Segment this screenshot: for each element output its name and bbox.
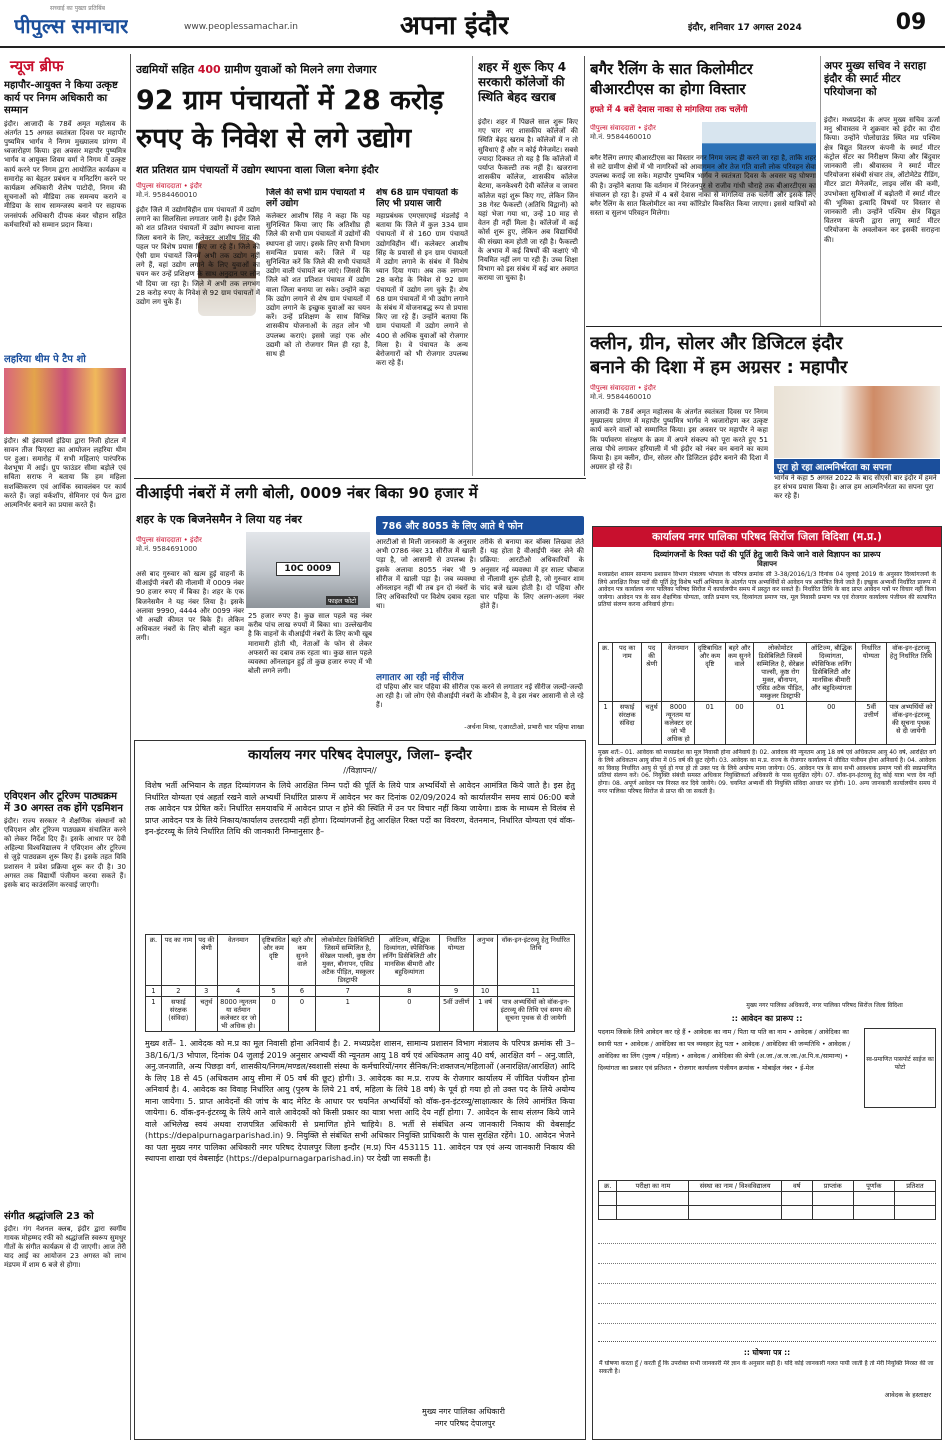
col-header: ऑटिज्म, बौद्धिक दिव्यांगता, स्पेसिफिक लर्निंग डिसेबिलिटी और मानसिक बीमारी और बहुदिव्यांगता xyxy=(807,643,856,702)
depalpur-table xyxy=(145,934,575,1032)
auction-col1: असे बाद गुरुवार को खत्म हुई वाहनों के वीआईपी नंबरों की नीलामी में 0009 नंबर 90 हजार रुपए में बिका है। शहर के एक बिजनेसमैन ने यह नंबर लिया है। इसके अलावा 9990, 4444 और 0099 नंबर भी अच्छी कीमत पर बिके हैं। लेकिन अधिकतर नंबरों के लिए बोली बहुत कम लगी। xyxy=(136,570,244,643)
brief-item-2-title: लहरिया थीम पे टैप शो xyxy=(4,353,86,365)
table-row xyxy=(146,997,575,1032)
depalpur-header-row xyxy=(146,935,575,986)
table-cell: 00 xyxy=(807,702,856,745)
col-header: दृष्टिबाधित और कम दृष्टि xyxy=(694,643,725,702)
sironj-header-row xyxy=(599,643,936,702)
sironj-table xyxy=(598,642,936,745)
form-lines xyxy=(598,1224,936,1342)
declaration-sign: आवेदक के हस्ताक्षर xyxy=(884,1391,931,1399)
brts-reporter: पीपुल्स संवाददाता • इंदौर xyxy=(590,124,656,132)
auction-mobile: मो.नं. 9584691000 xyxy=(136,545,198,553)
lead-kicker-post: ग्रामीण युवाओं को मिलने लगा रोजगार xyxy=(224,63,377,76)
lead-headline-1: 92 ग्राम पंचायतों में 28 करोड़ xyxy=(136,85,444,116)
table-cell: 8000 न्यूनतम या कलेक्टर दर जो भी अधिक हो xyxy=(662,702,695,745)
divider xyxy=(584,56,585,476)
table-cell: 8000 न्यूनतम या वर्तमान कलेक्टर दर जो भी अधिक हो। xyxy=(217,997,259,1032)
table-cell: 5वीं उत्तीर्ण xyxy=(856,702,887,745)
lead-kicker-num: 400 xyxy=(197,63,221,76)
lead-col2-text: कलेक्टर आशीष सिंह ने कहा कि यह सुनिश्चित किया जाए कि अतिशीघ्र ही जिले की सभी ग्राम पंचायतों में उद्योगों की स्थापना हो जाए। इसके लिए सभी विभाग समन्वित प्रयास करें। जिले में यह सुनिश्चित करें कि जिले की सभी पंचायतें उद्योग वाली पंचायतें बन जाएं। जिससे कि जिले को शत प्रतिशत पंचायत में उद्योग वाला जिला बनाया जा सके। उन्होंने कहा कि उद्योग लगाने से शेष ग्राम पंचायतों में उद्योग लगाने के इच्छुक युवाओं का चयन करें। उन्हें प्रशिक्षण के साथ विभिन्न शासकीय योजनाओं के तहत लोन भी उपलब्ध कराएं। इससे जहां एक ओर उद्यमी को तो रोजगार मिल ही रहा है, साथ ही xyxy=(266,212,370,359)
table-cell: 01 xyxy=(694,702,725,745)
depalpur-intro: विशेष भर्ती अभियान के तहत दिव्यांगजन के लिये आरक्षित निम्न पदों की पूर्ति के लिये पात्र अभ्यर्थियों से आवेदन आमंत्रित किये जाते है। इस हेतु निर्धारित योग्यता एवं अहर्ता रखने वाले अभ्यर्थी निर्धारित प्रारूप में आवेदन भर कर दिनांक 02/09/2024 को कार्यालयीन समय सायं 06:00 बजे तक आवेदन पत्र प्रेषित करें। निर्धारित समयावधि में आवेदन प्राप्त न होने की स्थिति में उन पर विचार नहीं किया जायेगा। डाक के माध्यम से विलंब से प्राप्त आवेदन पत्र के लिये निकाय/कार्यालय उत्तरदायी नहीं होगा। दिव्यांगजनों हेतु आरक्षित रिक्त पदों का विवरण, वेतनमान, निर्धारित योग्यता एवं वॉक-इन-इंटरव्यू के लिये निर्धारित तिथि की जानकारी निम्नानुसार है– xyxy=(145,781,575,836)
divider xyxy=(820,56,821,326)
col-header: पद की श्रेणी xyxy=(195,935,217,986)
table-cell: 8 xyxy=(380,986,440,997)
table-cell: 10 xyxy=(473,986,497,997)
sironj-title: कार्यालय नगर पालिका परिषद सिरोंज जिला विदिशा (म.प्र.) xyxy=(593,527,941,547)
brief-item-3-text: इंदौर। राज्य सरकार ने शैक्षणिक संस्थानों को एविएशन और टूरिज्म पाठ्यक्रम संचालित करने को लेकर निर्देश दिए हैं। इसके आधार पर देवी अहिल्या विश्वविद्यालय ने एविएशन और टूरिज्म से जुड़े पाठ्यक्रम शुरू किए हैं। इसके तहत विवि प्रशासन ने प्रवेश प्रक्रिया शुरू कर दी है। 30 अगस्त तक विद्यार्थी पंजीयन करवा सकते हैं। इसके बाद काउंसलिंग करवाई जाएगी। xyxy=(4,816,126,889)
col-header: लोकोमोटर डिसेबिलिटी जिसमें सम्मिलित है, सेरेब्रल पाल्सी, कुष्ठ रोग मुक्त, बौनापन, एसिड अटैक पीड़ित, मस्कुलर डिस्ट्राफी xyxy=(316,935,380,986)
smart-meter-headline: अपर मुख्य सचिव ने सराहा इंदौर की स्मार्ट मीटर परियोजना को xyxy=(824,60,926,98)
col-header: वेतनमान xyxy=(217,935,259,986)
car-photo xyxy=(246,532,370,608)
table-row xyxy=(599,1192,936,1206)
table-cell: 11 xyxy=(497,986,574,997)
col-header: निर्धारित योग्यता xyxy=(439,935,473,986)
form-title: :: आवेदन का प्रारूप :: xyxy=(731,1014,803,1023)
table-cell: चतुर्थ xyxy=(195,997,217,1032)
table-cell: सफाई संरक्षक (संविदा) xyxy=(161,997,195,1032)
col-header: दृष्टिबाधित और कम दृष्टि xyxy=(259,935,288,986)
clean-byline xyxy=(590,384,760,402)
brief-item-4-title: संगीत श्रद्धांजलि 23 को xyxy=(4,1210,94,1222)
declaration-title: :: घोषणा पत्र :: xyxy=(743,1348,791,1357)
col-header: अनुभव xyxy=(473,935,497,986)
col-header: परीक्षा का नाम xyxy=(617,1181,689,1192)
divider xyxy=(134,478,586,479)
col-header: क्र. xyxy=(146,935,162,986)
sironj-notes: मुख्य शर्तें:– 01. आवेदक को मध्यप्रदेश का मूल निवासी होना अनिवार्य है। 02. आवेदक की न्यूनतम आयु 18 वर्ष एवं अधिकतम आयु 40 वर्ष, आरक्षित वर्ग के लिये अधिकतम आयु सीमा में 05 वर्ष की छूट रहेगी। 03. आवेदक का म.प्र. राज्य के रोजगार कार्यालय में जीवित पंजीयन होना अनिवार्य है। 04. आवेदक का विवाह निर्धारित आयु से पूर्व हो गया हो तो उक्त पद के लिये अयोग्य माना जायेगा। 05. आवेदन पत्र के साथ सभी आवश्यक प्रमाण पत्रों की स्वप्रमाणित प्रतियां संलग्न करें। 06. नियुक्ति संबंधी समस्त अधिकार नियुक्तिकर्ता अधिकारी के पास सुरक्षित रहेंगे। 07. वॉक-इन-इंटरव्यू हेतु कोई यात्रा भत्ता देय नहीं होगा। 08. अपूर्ण आवेदन पत्र निरस्त कर दिये जायेंगे। 09. चयनित अभ्यर्थी की नियुक्ति संविदा आधार पर होगी। 10. अन्य जानकारी कार्यालयीन समय में नगर पालिका परिषद सिरोंज से प्राप्त की जा सकती है। xyxy=(598,749,936,795)
lead-subhead: शत प्रतिशत ग्राम पंचायतों में उद्योग स्थापना वाला जिला बनेगा इंदौर xyxy=(136,165,379,176)
col-header: निर्धारित योग्यता xyxy=(856,643,887,702)
auction-subhead: शहर के एक बिजनेसमैन ने लिया यह नंबर xyxy=(136,513,302,526)
news-brief-column xyxy=(4,54,126,1440)
depalpur-num-row xyxy=(146,986,575,997)
auction-badge: 786 और 8055 के लिए आते थे फोन xyxy=(376,516,584,535)
divider xyxy=(472,56,473,476)
col-header: वॉक-इन-इंटरव्यू हेतु निर्धारित तिथि xyxy=(497,935,574,986)
table-cell: 1 वर्ष xyxy=(473,997,497,1032)
col-header: वर्ष xyxy=(781,1181,812,1192)
form-table xyxy=(598,1180,936,1220)
brand-name: पीपुल्स समाचार xyxy=(14,14,129,38)
lead-mobile: मो.नं. 9584460010 xyxy=(136,191,198,199)
lead-col3-text: महाप्रबंधक एमएसएमई मंडलोई ने बताया कि जिले में कुल 334 ग्राम पंचायतों में से 160 ग्राम पंचायतें उद्योगविहीन थीं। कलेक्टर आशीष सिंह के प्रयासों से इन ग्राम पंचायतों में उद्योग लगाने के संबंध में विशेष ध्यान दिया गया। अब तक लगभग 28 करोड़ के निवेश से 92 ग्राम पंचायतों में उद्योग लग चुके हैं। शेष 68 ग्राम पंचायतों में भी उद्योग लगाने के संबंध में योजनाबद्ध रूप से प्रयास किए जा रहे हैं। उन्होंने बताया कि ग्राम पंचायतों में उद्योग लगाने से 400 से अधिक युवाओं को रोजगार मिला है। वे पंचायत के अन्य बेरोजगारों को भी रोजगार उपलब्ध करा रहे हैं। xyxy=(376,212,468,368)
clean-headline-2: बनाने की दिशा में हम अग्रसर : महापौर xyxy=(590,357,848,378)
table-cell: 1 xyxy=(599,702,613,745)
lead-body: इंदौर जिले में उद्योगविहीन ग्राम पंचायतों में उद्योग लगाने का सिलसिला लगातार जारी है। इंदौर जिले को शत प्रतिशत पंचायतों में उद्योग स्थापना वाला जिला बनाने के लिए, कलेक्टर आशीष सिंह की पहल पर विशेष प्रयास किए जा रहे हैं। जिले की ऐसी ग्राम पंचायतें जिनमें अभी तक उद्योग नहीं लगे हैं, वहां उद्योग लगाने के लिए युवाओं का चयन कर उन्हें प्रशिक्षण के साथ अनुदान पर लोन भी दिया जा रहा है। जिले में अभी तक लगभग 28 करोड़ रुपए के निवेश से 92 ग्राम पंचायतों में उद्योग लग चुके हैं। xyxy=(136,206,260,307)
brts-headline-1: बगैर रैलिंग के सात किलोमीटर xyxy=(590,60,753,78)
masthead xyxy=(0,0,945,48)
table-cell: 7 xyxy=(316,986,380,997)
auction-reporter: पीपुल्स संवाददाता • इंदौर xyxy=(136,536,202,544)
brts-body: बगैर रैलिंग लगाए बीआरटीएस का विस्तार नगर निगम जल्द ही करने जा रहा है, ताकि शहर से सटे ग्रामीण क्षेत्रों में भी नागरिकों को आवागमन और तेज गति वाली लोक परिवहन सेवा उपलब्ध कराई जा सके। महापौर पुष्यमित्र भार्गव ने स्वतंत्रता दिवस के अवसर यह घोषणा की है। उन्होंने बताया कि वर्तमान में निरंजनपुर से राजीव गांधी चौराहे तक बीआरटीएस का संचालन हो रहा है। हफ्ते में 4 बसें देवास नाका से मांगलिया तक चलेंगी और इसके लिए बगैर रैलिंग के सात किलोमीटर का नया कॉरिडोर विकसित किया जाएगा। इससे यात्रियों को सस्ता व सुलभ परिवहन मिलेगा। xyxy=(590,154,816,218)
depalpur-notes: मुख्य शर्तें– 1. आवेदक को म.प्र का मूल निवासी होना अनिवार्य है। 2. मध्यप्रदेश शासन, सामान्य प्रशासन विभाग मंत्रालय के परिपत्र क्रमांक सी 3–38/16/1/3 भोपाल, दिनांक 04 जुलाई 2019 अनुसार अभ्यर्थी की न्यूनतम आयु 18 वर्ष एवं अधिकतम आयु 40 वर्ष, आरक्षित वर्ग – अनु.जाति, अनु.जनजाति, अन्य पिछड़ा वर्ग, शासकीय/निगम/मण्डल/स्वशासी संस्था के कर्मचारियों/नगर सैनिक/नि:शक्तजन/महिलाओं (अनारक्षित/आरक्षित) आदि के लिए 18 से 45 (अधिकतम आयु सीमा में 05 वर्ष की छूट) होगी। 3. आवेदक का म.प्र. राज्य के रोजगार कार्यालय में जीवित पंजीयन होना अनिवार्य है। 4. आवेदक का विवाह निर्धारित आयु (पुरुष के लिये 21 वर्ष, महिला के लिये 18 वर्ष) के पूर्व हो गया हो तो उक्त पद के लिये अयोग्य माना जायेगा। 5. प्राप्त आवेदनों की जांच के बाद मेरिट के आधार पर चयनित अभ्यर्थियों को वॉक-इन-इंटरव्यू/साक्षात्कार के लिये आमंत्रित किया जायेगा। 6. वॉक-इन-इंटरव्यू के लिये आने वाले आवेदकों को किसी प्रकार का यात्रा भत्ता आदि देय नहीं होगा। 7. आवेदन के साथ संलग्न किये जाने वाले अभिलेख स्वयं अथवा राजपत्रित अधिकारी से प्रमाणित होने चाहिये। 8. भर्ती से संबंधित अन्य जानकारी निकाय की वेबसाईट (https://depalpurnagarparishad.in) 9. नियुक्ति से संबंधित सभी अधिकार नियुक्ति प्राधिकारी के पास सुरक्षित रहेंगे। 10. आवेदन भेजने का पता मुख्य नगर पालिका अधिकारी नगर परिषद देपालपुर जिला इन्दौर (म.प्र) पिन 453115 11. आवेदन पत्र एवं अन्य जानकारी निकाय की स्थापना शाखा एवं वेबसाईट (https://depalpurnagarparishad.in) पर देखी जा सकती है। xyxy=(145,1039,575,1163)
lead-col2-head: जिले की सभी ग्राम पंचायतों में लगें उद्योग xyxy=(266,188,365,209)
col-header: पूर्णांक xyxy=(853,1181,894,1192)
colleges-headline: शहर में शुरू किए 4 सरकारी कॉलेजों की स्थिति बेहद खराब xyxy=(478,60,567,104)
col-header: बहरे और कम सुनने वाले xyxy=(725,643,754,702)
auction-headline: वीआईपी नंबरों में लगी बोली, 0009 नंबर बिका 90 हजार में xyxy=(136,484,478,502)
clean-photo-body: भार्गव ने कहा 5 अगस्त 2022 के बाद सीएसी बार इंदौर में हमने हर संभव प्रयास किया है। आज हम आत्मनिर्भरता का सपना पूरा कर रहे हैं। xyxy=(774,474,937,501)
clean-photo xyxy=(774,386,940,458)
dateline: इंदौर, शनिवार 17 अगस्त 2024 xyxy=(688,23,802,33)
table-cell: सफाई संरक्षक संविदा xyxy=(613,702,642,745)
col-header: क्र. xyxy=(599,1181,617,1192)
col-header: बहरे और कम सुनने वाले xyxy=(288,935,316,986)
brand-logo xyxy=(14,4,184,38)
sironj-subtitle: दिव्यांगजनों के रिक्त पदों की पूर्ति हेतु जारी किये जाने वाले विज्ञापन का प्रारूप xyxy=(653,550,881,559)
sironj-vigyapan: विज्ञापन xyxy=(757,560,777,568)
photo-label: फाइल फोटो xyxy=(328,597,357,605)
lead-kicker-pre: उद्यमियों सहित xyxy=(136,63,194,76)
auction-col3: आरटीओ से मिली जानकारी के अनुसार अभी 0786 नंबर 31 सीरीज में खाली पड़ा है, जो आसानी से उपलब्ध है। इसके अलावा 8055 नंबर भी 9 सीरीज में खाली पड़ा है। जब व्यवस्था ऑनलाइन नहीं थी तब इन दो नंबरों के लिए अधिकारियों पर विशेष दबाव रहता था। xyxy=(376,538,476,611)
col-header: प्राप्तांक xyxy=(812,1181,853,1192)
lead-headline-2: रुपए के निवेश से लगे उद्योग xyxy=(136,123,412,154)
col-header: संस्था का नाम / विश्वविद्यालय xyxy=(689,1181,781,1192)
col-header: पद का नाम xyxy=(613,643,642,702)
table-cell: 2 xyxy=(161,986,195,997)
clean-body: आजादी के 78वें अमृत महोत्सव के अंतर्गत स्वतंत्रता दिवस पर निगम मुख्यालय प्रांगण में महापौर पुष्यमित्र भार्गव ने ध्वजारोहण कर उत्कृष्ट कार्य करने वालों को सम्मानित किया। इस अवसर पर महापौर ने कहा कि पर्यावरण संरक्षण के क्रम में अपने संकल्प को पूरा करते हुए 51 लाख पौधे लगाकर हरियाली में भी इंदौर को नंबर वन बनाने का काम किया है। हम क्लीन, ग्रीन, सोलर और डिजिटल इंदौर बनाने की दिशा में अग्रसर हो रहे हैं। xyxy=(590,408,768,472)
table-cell: 0 xyxy=(288,997,316,1032)
clean-photo-caption: पूरा हो रहा आत्मनिर्भरता का सपना xyxy=(774,459,940,474)
table-cell: 0 xyxy=(259,997,288,1032)
table-cell: 9 xyxy=(439,986,473,997)
table-cell: 1 xyxy=(146,986,162,997)
depalpur-vigyapan: //विज्ञापन// xyxy=(343,766,377,775)
depalpur-ad xyxy=(134,740,586,1440)
depalpur-title: कार्यालय नगर परिषद देपालपुर, जिला– इन्दौर xyxy=(248,747,472,763)
clean-headline-1: क्लीन, ग्रीन, सोलर और डिजिटल इंदौर xyxy=(590,333,843,354)
divider xyxy=(130,54,131,1440)
table-cell: 0 xyxy=(380,997,440,1032)
brts-subhead: हफ्ते में 4 बसें देवास नाका से मांगलिया तक चलेंगी xyxy=(590,105,748,115)
clean-mobile: मो.नं. 9584460010 xyxy=(590,393,652,401)
lead-reporter: पीपुल्स संवाददाता • इंदौर xyxy=(136,182,202,190)
smart-meter-body: इंदौर। मध्यप्रदेश के अपर मुख्य सचिव ऊर्जा मनु श्रीवास्तव ने शुक्रवार को इंदौर का दौरा किया। उन्होंने पोलोग्राउंड स्थित मप्र पश्चिम क्षेत्र विद्युत वितरण कंपनी के स्मार्ट मीटर कंट्रोल सेंटर का निरीक्षण किया और बिंदुवार जानकारी ली। श्रीवास्तव ने स्मार्ट मीटर परियोजना संबंधी संचार तंत्र, ऑटोमेटेड रीडिंग, मीटर डाटा मैनेजमेंट, लाइव लॉस की कमी, उपभोक्ता सुविधाओं में बढ़ोतरी में स्मार्ट मीटर की भूमिका इत्यादि विषयों पर विस्तार से जानकारी ली। उन्होंने पश्चिम क्षेत्र विद्युत वितरण कंपनी द्वारा लागू स्मार्ट मीटर परियोजना के अवलोकन कर इसकी सराहना की। xyxy=(824,116,940,244)
auction-col2: 25 हजार रुपए है। कुछ साल पहले यह नंबर करीब पांच लाख रुपयों में बिका था। उल्लेखनीय है कि वाहनों के वीआईपी नंबरों के लिए कभी खूब मारामारी होती थी, नेताओं के फोन से लेकर अफसरों का दबाव तक रहता था। कुछ साल पहले व्यवस्था ऑनलाइन हुई तो कुछ हजार रुपए में भी बोली लगने लगी। xyxy=(248,612,372,676)
divider xyxy=(586,326,942,327)
colleges-body: इंदौर। शहर में पिछले साल शुरू किए गए चार नए शासकीय कॉलेजों की स्थिति बेहद खराब है। कॉलेजों में न तो सुविधाएं हैं और न कोई मैनेजमेंट। सबसे ज्यादा दिक्कत तो यह है कि कॉलेजों में पर्याप्त फैकल्टी तक नहीं है। खजराना शासकीय कॉलेज, शासकीय कॉलेज बेटमा, कनकेश्वरी देवी कॉलेज व जावरा कॉलेज यहां शुरू किए गए, लेकिन जिन 38 गेस्ट फैकल्टी (अतिथि विद्वानों) को यहां भेजा गया था, उन्हें 10 माह से वेतन ही नहीं मिला है। कॉलेजों में कई कोर्स शुरू हुए, लेकिन अब विद्यार्थियों की संख्या कम होती जा रही है। फैकल्टी के अभाव में कई विषयों की कक्षाएं भी नियमित नहीं लग पा रही हैं। उच्च शिक्षा विभाग को इस संबंध में कई बार अवगत कराया जा चुका है। xyxy=(478,118,578,283)
lead-col3-head: शेष 68 ग्राम पंचायतों के लिए भी प्रयास जारी xyxy=(376,188,458,209)
sironj-ad xyxy=(592,526,942,1440)
series-title: लगातार आ रही नई सीरीज xyxy=(376,673,464,683)
declaration-text: मैं घोषणा करता हूँ / करती हूँ कि उपरोक्त सभी जानकारी मेरे ज्ञान के अनुसार सही है। यदि कोई जानकारी गलत पायी जाती है तो मेरी नियुक्ति निरस्त की जा सकती है। xyxy=(599,1360,934,1375)
form-photo-box: स्व-प्रमाणित पासपोर्ट साईज का फोटो xyxy=(864,1028,936,1108)
brand-tagline: सच्चाई का पुख्ता प्रतिबिंब xyxy=(50,5,106,12)
brts-byline xyxy=(590,124,700,142)
form-table-header xyxy=(599,1181,936,1192)
depalpur-sign-1: मुख्य नगर पालिका अधिकारी xyxy=(422,1407,505,1416)
plate-text: 10C 0009 xyxy=(276,562,340,576)
page-number: 09 xyxy=(895,10,927,35)
news-brief-label: न्यूज ब्रीफ xyxy=(10,57,64,75)
series-sign: -अर्चना मिश्रा, एआरटीओ, प्रभारी चार पहिया शाखा xyxy=(464,723,584,731)
table-cell: 01 xyxy=(754,702,807,745)
table-cell: पात्र अभ्यर्थियों को वॉक-इन-इंटरव्यू की तिथि एवं समय की सूचना पृथक से दी जायेगी xyxy=(497,997,574,1032)
table-cell: 6 xyxy=(288,986,316,997)
table-row xyxy=(599,1206,936,1220)
table-cell: 1 xyxy=(316,997,380,1032)
sironj-sign: मुख्य नगर पालिका अधिकारी, नगर पालिका परिषद सिरोंज जिला विदिशा xyxy=(746,1002,903,1009)
brief-item-1-text: इंदौर। आजादी के 78वें अमृत महोत्सव के अंतर्गत 15 अगस्त स्वतंत्रता दिवस पर महापौर पुष्यमित्र भार्गव ने निगम मुख्यालय प्रांगण में ध्वजारोहण किया। इस अवसर महापौर पुष्यमित्र भार्गव व आयुक्त शिवम वर्मा ने निगम में उत्कृष्ट कार्य करने पर निगम द्वारा आयोजित कार्यक्रम व समारोह का बेहतर प्रबंधन व मनिटरिंग करने पर कार्यक्रम अधिकारी शैलेष पाटोदी, निगम की सूचनाओं को मीडिया तक समन्वय कराने व मीडिया के साथ सामन्जस्य बनाने पर सहायक जनसंपर्क अधिकारी दीपक कंवर चौहान सहित कर्मचारियों को सम्मान प्रदान किया। xyxy=(4,119,126,229)
col-header: क्र. xyxy=(599,643,613,702)
col-header: वेतनमान xyxy=(662,643,695,702)
table-cell: 4 xyxy=(217,986,259,997)
website: www.peoplessamachar.in xyxy=(184,22,298,32)
brief-item-3-title: एविएशन और टूरिज्म पाठ्यक्रम में 30 अगस्त तक होंगे एडमिशन xyxy=(4,790,123,814)
brief-item-1-title: महापौर-आयुक्त ने किया उत्कृष्ट कार्य पर निगम अधिकारी का सम्मान xyxy=(4,80,118,116)
section-title: अपना इंदौर xyxy=(400,11,509,41)
col-header: वॉक-इन-इंटरव्यू हेतु निर्धारित तिथि xyxy=(886,643,935,702)
brief-item-2-text: इंदौर। श्री इंस्पायर्स इंडिया द्वारा निजी होटल में सावन तीज फिएस्टा का आयोजन लहरिया थीम पर हुआ। समारोह में सभी महिलाएं पारंपरिक वेशभूषा में आईं। ग्रुप फाउंडर सीमा बड़ोले एवं सविता सराफ ने बताया कि हम महिला सशक्तिकरण एवं आर्थिक स्वावलंबन पर कार्य करते हैं। जहां वर्कशॉप, सेमिनार एवं फैन द्वारा आत्मनिर्भर बनाने का प्रयास करते हैं। xyxy=(4,436,126,509)
clean-reporter: पीपुल्स संवाददाता • इंदौर xyxy=(590,384,656,392)
brief-item-4-text: इंदौर। गंग नेशनल क्लब, इंदौर द्वारा स्वर्गीय गायक मोहम्मद रफी को श्रद्धांजलि स्वरूप सुमधुर गीतों के संगीत कार्यक्रम से दी जाएगी। आज तेरी याद आई का आयोजन 23 अगस्त को लाभ मंडपम में शाम 6 बजे से होगा। xyxy=(4,1224,126,1270)
col-header: लोकोमोटर डिसेबिलिटी जिसमें सम्मिलित है, सेरेब्रल पाल्सी, कुष्ठ रोग मुक्त, बौनापन, एसिड अटैक पीड़ित, मस्कुलर डिस्ट्राफी xyxy=(754,643,807,702)
col-header: प्रतिशत xyxy=(894,1181,935,1192)
lead-kicker xyxy=(136,62,466,77)
sironj-intro: मध्यप्रदेश शासन सामान्य प्रशासन विभाग मंत्रालय भोपाल के परिपत्र क्रमांक सी 3-38/2016/1/3 दिनांक 04 जुलाई 2019 के अनुसार दिव्यांगजनों के लिये आरक्षित रिक्त पदों की पूर्ति हेतु विशेष भर्ती अभियान के अंतर्गत पात्र अभ्यर्थियों से आवेदन पत्र आमंत्रित किये जाते हैं। इच्छुक अभ्यर्थी निर्धारित प्रारूप में आवेदन पत्र कार्यालय नगर पालिका परिषद सिरोंज में कार्यालयीन समय में प्रस्तुत कर सकते हैं। निर्धारित तिथि के बाद प्राप्त आवेदन पत्रों पर विचार नहीं किया जायेगा। आवेदन पत्र के साथ शैक्षणिक योग्यता, जाति प्रमाण पत्र, दिव्यांगता प्रमाण पत्र, मूल निवासी प्रमाण पत्र एवं रोजगार कार्यालय पंजीयन की सत्यापित प्रतियां संलग्न करना अनिवार्य होगा। xyxy=(598,571,936,609)
brts-mobile: मो.नं. 9584460010 xyxy=(590,133,652,141)
brts-headline-2: बीआरटीएस का होगा विस्तार xyxy=(590,80,746,98)
table-row xyxy=(599,702,936,745)
lahariya-photo xyxy=(4,368,126,434)
col-header: ऑटिज्म, बौद्धिक दिव्यांगता, स्पेसिफिक लर्निंग डिसेबिलिटी और मानसिक बीमारी और बहुदिव्यांगता xyxy=(380,935,440,986)
col-header: पद का नाम xyxy=(161,935,195,986)
series-text: दो पहिया और चार पहिया की सीरीज एक करने से लगातार नई सीरीज जल्दी-जल्दी आ रही है। जो लोग ऐसे वीआईपी नंबरों के शौकीन है, वे इस नंबर आसानी से ले रहे हैं। xyxy=(376,683,584,710)
table-cell: 5 xyxy=(259,986,288,997)
table-cell: 3 xyxy=(195,986,217,997)
table-cell: 5वीं उत्तीर्ण xyxy=(439,997,473,1032)
table-cell: 1 xyxy=(146,997,162,1032)
form-fields: पदनाम जिसके लिये आवेदन कर रहे हैं • आवेदक का नाम / पिता या पति का नाम • आवेदक / आवेदिका का स्थायी पता • आवेदक / आवेदिका का पत्र व्यवहार हेतु पता • आवेदक / आवेदिका की जन्मतिथि • आवेदक / आवेदिका का लिंग (पुरुष / महिला) • आवेदक / आवेदिका की श्रेणी (अ.जा./अ.ज.जा./अ.पि.व./सामान्य) • दिव्यांगता का प्रकार एवं प्रतिशत • रोजगार कार्यालय पंजीयन क्रमांक • मोबाईल नंबर • ई-मेल xyxy=(598,1028,851,1072)
lead-byline xyxy=(136,182,266,200)
form-area xyxy=(598,1026,936,1176)
auction-byline xyxy=(136,536,246,554)
col-header: पद की श्रेणी xyxy=(641,643,661,702)
auction-col4: तरीके से बनाया कर बॉक्स लिखवा लेते हैं। यह होता है वीआईपी नंबर लेने की प्रक्रिया: आरटीओ अधिकारियों के अनुसार नई व्यवस्था में हर साल्ट चौबाज से नीलामी शुरू होती है, जो गुरुवार शाम चांद बजे खत्म होती है। दो पहिया और चार पहिया के लिए अलग-अलग नंबर होते हैं। xyxy=(480,538,584,611)
depalpur-sign-2: नगर परिषद देपालपुर xyxy=(434,1419,495,1428)
table-cell: चतुर्थ xyxy=(641,702,661,745)
table-cell: 00 xyxy=(725,702,754,745)
table-cell: पात्र अभ्यर्थियों को वॉक-इन-इंटरव्यू की सूचना पृथक से दी जायेगी xyxy=(886,702,935,745)
